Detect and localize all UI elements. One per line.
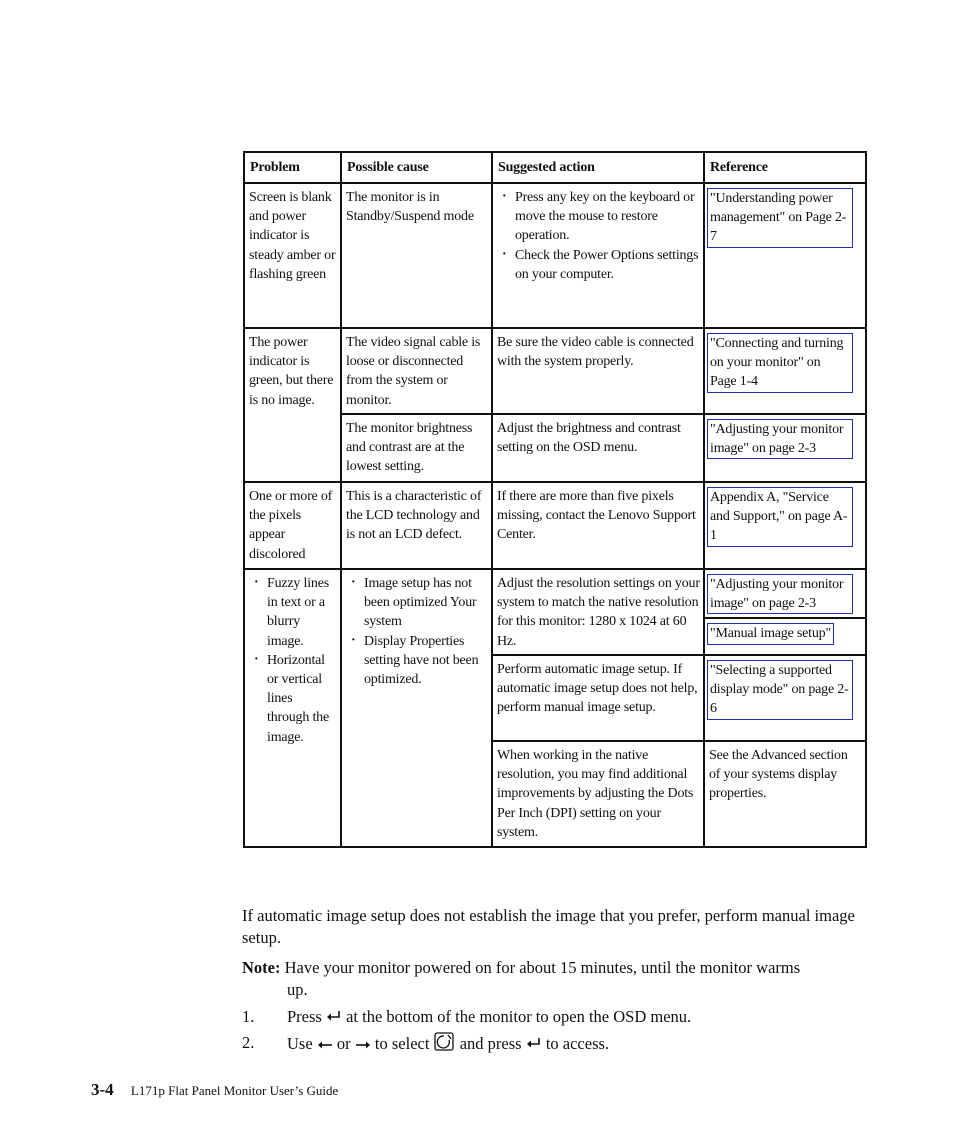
step-text-part: to access. bbox=[545, 1033, 610, 1053]
action-cell bbox=[492, 183, 704, 328]
table-row bbox=[244, 328, 866, 414]
note bbox=[242, 957, 862, 1001]
problem-cell: Screen is blank and power indicator is steady amber or flashing green bbox=[244, 183, 341, 328]
reference-link[interactable]: Appendix A, "Service and Support," on page A-1 bbox=[707, 487, 853, 547]
cause-cell: This is a characteristic of the LCD technology and is not an LCD defect. bbox=[341, 482, 492, 569]
table-row bbox=[244, 569, 866, 655]
action-bullet: · Press any key on the keyboard or move the mouse to restore operation. bbox=[497, 188, 700, 246]
problem-cell: One or more of the pixels appear discolored bbox=[244, 482, 341, 569]
header-problem: Problem bbox=[244, 152, 341, 183]
cause-bullet: · Image setup has not been optimized Your system bbox=[346, 574, 488, 632]
action-cell: Adjust the resolution settings on your system to match the native resolution for this monitor: 1280 x 1024 at 60 Hz. bbox=[492, 569, 704, 655]
cause-bullet: · Display Properties setting have not been optimized. bbox=[346, 632, 488, 690]
action-cell: If there are more than five pixels missing, contact the Lenovo Support Center. bbox=[492, 482, 704, 569]
action-cell: Adjust the brightness and contrast setting on the OSD menu. bbox=[492, 414, 704, 482]
reference-link[interactable]: "Adjusting your monitor image" on page 2-3 bbox=[707, 419, 853, 459]
reference-cell bbox=[704, 183, 866, 328]
cause-cell: The monitor is in Standby/Suspend mode bbox=[341, 183, 492, 328]
problem-bullet: · Fuzzy lines in text or a blurry image. bbox=[249, 574, 337, 651]
problem-cell bbox=[244, 569, 341, 847]
reference-subcell bbox=[705, 570, 865, 619]
page-footer bbox=[91, 1080, 338, 1100]
reference-link[interactable]: "Connecting and turning on your monitor" on Page 1-4 bbox=[707, 333, 853, 393]
table-header-row bbox=[244, 152, 866, 183]
table-row bbox=[244, 183, 866, 328]
image-setup-icon bbox=[434, 1032, 456, 1058]
action-cell: Be sure the video cable is connected with the system properly. bbox=[492, 328, 704, 414]
step-text-part: Use bbox=[287, 1033, 313, 1053]
reference-cell bbox=[704, 655, 866, 741]
step-text-part: to select bbox=[374, 1033, 430, 1053]
note-continuation: up. bbox=[287, 980, 308, 999]
note-text: Have your monitor powered on for about 15 minutes, until the monitor warms bbox=[284, 958, 801, 977]
reference-cell bbox=[704, 414, 866, 482]
action-bullet: · Check the Power Options settings on your computer. bbox=[497, 246, 700, 284]
cause-cell: The video signal cable is loose or disconnected from the system or monitor. bbox=[341, 328, 492, 414]
table-row bbox=[244, 482, 866, 569]
action-cell: Perform automatic image setup. If automatic image setup does not help, perform manual image setup. bbox=[492, 655, 704, 741]
step-text-part: Press bbox=[287, 1007, 322, 1026]
step-number: 1. bbox=[242, 1007, 255, 1026]
reference-cell bbox=[704, 569, 866, 655]
cause-cell: The monitor brightness and contrast are at the lowest setting. bbox=[341, 414, 492, 482]
troubleshooting-table bbox=[243, 151, 867, 848]
header-possible-cause: Possible cause bbox=[341, 152, 492, 183]
step-number: 2. bbox=[242, 1033, 255, 1052]
step-text bbox=[287, 1032, 609, 1058]
step-text-part: at the bottom of the monitor to open the OSD menu. bbox=[346, 1007, 692, 1026]
reference-subcell bbox=[705, 619, 865, 647]
header-reference: Reference bbox=[704, 152, 866, 183]
step-text-part: or bbox=[336, 1033, 351, 1053]
troubleshooting-table-container bbox=[243, 151, 865, 848]
problem-bullet: · Horizontal or vertical lines through the image. bbox=[249, 651, 337, 747]
header-suggested-action: Suggested action bbox=[492, 152, 704, 183]
reference-cell bbox=[704, 482, 866, 569]
guide-title: L171p Flat Panel Monitor User’s Guide bbox=[130, 1083, 339, 1098]
enter-icon bbox=[526, 1034, 542, 1056]
reference-link[interactable]: "Manual image setup" bbox=[707, 623, 834, 644]
reference-link[interactable]: "Selecting a supported display mode" on page 2-6 bbox=[707, 660, 853, 720]
note-label: Note: bbox=[242, 958, 281, 977]
cause-cell bbox=[341, 569, 492, 847]
reference-link[interactable]: "Adjusting your monitor image" on page 2-3 bbox=[707, 574, 853, 614]
right-arrow-icon bbox=[355, 1034, 371, 1056]
reference-cell: See the Advanced section of your systems display properties. bbox=[704, 741, 866, 847]
left-arrow-icon bbox=[317, 1034, 333, 1056]
reference-cell bbox=[704, 328, 866, 414]
step-text-part: and press bbox=[459, 1033, 522, 1053]
problem-cell: The power indicator is green, but there is no image. bbox=[244, 328, 341, 482]
action-cell: When working in the native resolution, you may find additional improvements by adjusting the Dots Per Inch (DPI) setting on your system. bbox=[492, 741, 704, 847]
page-number: 3-4 bbox=[91, 1080, 114, 1099]
step-text bbox=[287, 1006, 691, 1029]
manual-setup-paragraph: If automatic image setup does not establish the image that you prefer, perform manual image setup. bbox=[242, 906, 855, 947]
reference-link[interactable]: "Understanding power management" on Page 2-7 bbox=[707, 188, 853, 248]
enter-icon bbox=[326, 1007, 342, 1029]
